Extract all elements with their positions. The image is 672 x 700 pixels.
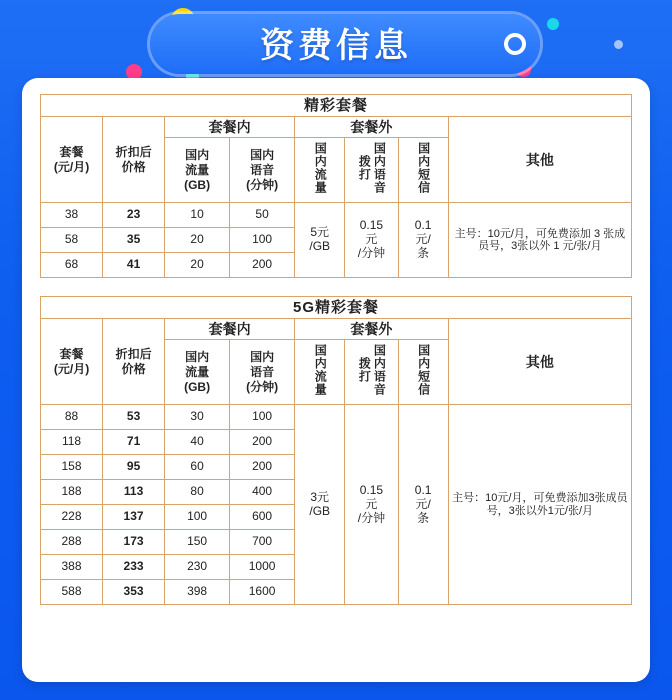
cell-inside-voice: 400 — [230, 480, 295, 505]
cell-inside-data: 20 — [165, 228, 230, 253]
group-outside: 套餐外 — [295, 117, 449, 138]
table-row — [41, 405, 632, 430]
cell-inside-data: 150 — [165, 530, 230, 555]
cell-price: 158 — [41, 455, 103, 480]
col-inside-voice-l1: 国内 — [250, 147, 275, 162]
col-outside-data-label: 国内流量 — [313, 142, 328, 195]
col-outside-sms — [398, 340, 448, 405]
col-outside-voice-label: 国内语音拨打 — [357, 142, 387, 195]
col-inside-data — [165, 340, 230, 405]
cell-inside-voice: 200 — [230, 253, 295, 278]
cell-discount: 233 — [103, 555, 165, 580]
cell-inside-data: 80 — [165, 480, 230, 505]
table-title: 5G精彩套餐 — [41, 297, 632, 319]
cell-inside-data: 20 — [165, 253, 230, 278]
cell-inside-voice: 700 — [230, 530, 295, 555]
cell-price: 388 — [41, 555, 103, 580]
cell-price: 118 — [41, 430, 103, 455]
col-inside-data-l3: (GB) — [184, 177, 211, 192]
cell-price: 68 — [41, 253, 103, 278]
col-inside-data-l2: 流量 — [185, 364, 210, 379]
cell-discount: 173 — [103, 530, 165, 555]
col-price-month-l2: (元/月) — [53, 159, 90, 174]
group-outside: 套餐外 — [295, 319, 449, 340]
cell-outside-data — [295, 203, 345, 278]
cell-discount: 53 — [103, 405, 165, 430]
plan-table-2 — [40, 296, 632, 605]
table-row — [41, 203, 632, 228]
col-inside-voice-l3: (分钟) — [246, 177, 279, 192]
col-discount-l1: 折扣后 — [115, 144, 152, 159]
cell-outside-sms-l1: 0.1 — [414, 483, 432, 498]
cell-discount: 71 — [103, 430, 165, 455]
col-price-month — [41, 319, 103, 405]
cell-inside-voice: 50 — [230, 203, 295, 228]
cell-inside-data: 40 — [165, 430, 230, 455]
col-discount-price — [103, 117, 165, 203]
col-inside-data-l1: 国内 — [185, 349, 210, 364]
page-title: 资费信息 — [260, 27, 412, 65]
col-inside-data-l3: (GB) — [184, 379, 211, 394]
cell-inside-voice: 200 — [230, 430, 295, 455]
col-outside-data — [295, 340, 345, 405]
col-inside-data-l1: 国内 — [185, 147, 210, 162]
cell-inside-voice: 100 — [230, 228, 295, 253]
col-inside-voice-l3: (分钟) — [246, 379, 279, 394]
cell-price: 88 — [41, 405, 103, 430]
table-title: 精彩套餐 — [41, 95, 632, 117]
cell-price: 58 — [41, 228, 103, 253]
cell-inside-data: 398 — [165, 580, 230, 605]
cell-outside-data-l1: 3元 — [310, 489, 330, 504]
col-inside-voice-l2: 语音 — [250, 162, 275, 177]
plan-table-1 — [40, 94, 632, 278]
cell-discount: 41 — [103, 253, 165, 278]
cell-outside-voice-l1: 0.15 — [359, 218, 384, 233]
cell-outside-voice-l1: 0.15 — [359, 483, 384, 498]
table-spacer — [40, 278, 632, 296]
col-outside-sms-label: 国内短信 — [416, 142, 431, 195]
col-outside-data-label: 国内流量 — [313, 344, 328, 397]
cell-outside-voice-l3: /分钟 — [357, 246, 386, 261]
cell-inside-voice: 1600 — [230, 580, 295, 605]
cell-inside-voice: 100 — [230, 405, 295, 430]
col-discount-l2: 价格 — [121, 361, 146, 376]
cell-price: 188 — [41, 480, 103, 505]
col-outside-sms-label: 国内短信 — [416, 344, 431, 397]
col-inside-voice-l2: 语音 — [250, 364, 275, 379]
cell-outside-data-l2: /GB — [309, 239, 331, 254]
cell-outside-data — [295, 405, 345, 605]
cell-outside-data-l1: 5元 — [310, 225, 330, 240]
cell-price: 588 — [41, 580, 103, 605]
cell-outside-voice-l2: 元 — [365, 232, 378, 247]
cell-outside-sms-l2: 元/ — [415, 232, 431, 247]
cell-outside-voice-l3: /分钟 — [357, 510, 386, 525]
cell-price: 38 — [41, 203, 103, 228]
col-price-month — [41, 117, 103, 203]
group-other: 其他 — [448, 117, 631, 203]
col-discount-l2: 价格 — [121, 159, 146, 174]
col-outside-data — [295, 138, 345, 203]
col-outside-voice — [345, 138, 398, 203]
cell-other-note: 主号：10元/月，可免费添加 3 张成员号，3张以外 1 元/张/月 — [448, 203, 631, 278]
cell-inside-data: 230 — [165, 555, 230, 580]
cell-inside-data: 60 — [165, 455, 230, 480]
cell-outside-voice-l2: 元 — [365, 496, 378, 511]
cell-inside-data: 30 — [165, 405, 230, 430]
col-inside-voice-l1: 国内 — [250, 349, 275, 364]
col-discount-l1: 折扣后 — [115, 346, 152, 361]
col-outside-sms — [398, 138, 448, 203]
group-inside: 套餐内 — [165, 117, 295, 138]
group-inside: 套餐内 — [165, 319, 295, 340]
cell-discount: 137 — [103, 505, 165, 530]
col-price-month-l1: 套餐 — [59, 144, 84, 159]
cell-outside-sms-l1: 0.1 — [414, 218, 432, 233]
col-price-month-l1: 套餐 — [59, 346, 84, 361]
cell-outside-sms — [398, 203, 448, 278]
cell-price: 228 — [41, 505, 103, 530]
col-discount-price — [103, 319, 165, 405]
cell-inside-voice: 200 — [230, 455, 295, 480]
cell-discount: 113 — [103, 480, 165, 505]
cell-other-note: 主号：10元/月，可免费添加3张成员号，3张以外1元/张/月 — [448, 405, 631, 605]
cell-outside-sms — [398, 405, 448, 605]
cell-inside-data: 100 — [165, 505, 230, 530]
col-price-month-l2: (元/月) — [53, 361, 90, 376]
cell-outside-voice — [345, 203, 398, 278]
cell-outside-sms-l2: 元/ — [415, 496, 431, 511]
cell-outside-data-l2: /GB — [309, 503, 331, 518]
cell-discount: 23 — [103, 203, 165, 228]
cell-outside-voice — [345, 405, 398, 605]
col-inside-voice — [230, 138, 295, 203]
content-card — [22, 78, 650, 682]
col-inside-data — [165, 138, 230, 203]
col-outside-voice — [345, 340, 398, 405]
group-other: 其他 — [448, 319, 631, 405]
cell-outside-sms-l3: 条 — [417, 510, 430, 525]
header-banner — [0, 6, 672, 84]
col-outside-voice-label: 国内语音拨打 — [357, 344, 387, 397]
col-inside-data-l2: 流量 — [185, 162, 210, 177]
cell-discount: 35 — [103, 228, 165, 253]
col-inside-voice — [230, 340, 295, 405]
cell-inside-voice: 600 — [230, 505, 295, 530]
cell-discount: 353 — [103, 580, 165, 605]
cell-price: 288 — [41, 530, 103, 555]
cell-outside-sms-l3: 条 — [417, 246, 430, 261]
cell-inside-data: 10 — [165, 203, 230, 228]
cell-discount: 95 — [103, 455, 165, 480]
cell-inside-voice: 1000 — [230, 555, 295, 580]
